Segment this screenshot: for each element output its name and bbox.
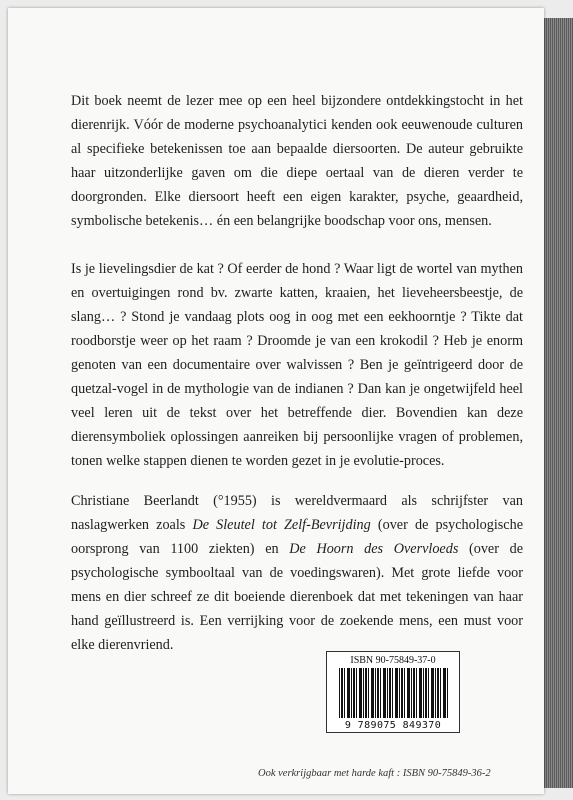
isbn-label: ISBN 90-75849-37-0 xyxy=(350,655,436,666)
ean-digits: 9 789075 849370 xyxy=(329,719,457,731)
book-title-1: De Sleutel tot Zelf-Bevrijding xyxy=(192,517,371,534)
page-edge xyxy=(543,18,573,788)
author-text-3: (over de psychologische symbooltaal van de voedingswaren). Met grote liefde voor mens en dier schreef ze dit boeiende dierenboek dat met tekeningen van haar hand geïllustreerd is. Een verrijking voor de zoekende mens, een must voor elke dierenvriend. xyxy=(71,541,523,654)
intro-paragraph: Dit boek neemt de lezer mee op een heel bijzondere ontdekkingstocht in het dierenrijk. Vóór de moderne psychoanalytici kenden ook eeuwenoude culturen al specifieke betekenissen toe aan bepaalde diersoorten. De auteur gebruikte haar uitzonderlijke gaven om die diepe oertaal van de dieren verder te doorgronden. Elke diersoort heeft een eigen karakter, psyche, geaardheid, symbolische betekenis… én een belangrijke boodschap voor ons, mensen. xyxy=(71,93,523,230)
author-text-2: (over de psychologische oorsprong van 1100 ziekten) en xyxy=(71,517,523,558)
back-cover xyxy=(8,8,544,794)
author-paragraph xyxy=(71,489,523,657)
author-text-1: Christiane Beerlandt (°1955) is wereldvermaard als schrijfster van naslagwerken zoals xyxy=(71,493,523,534)
barcode-bars xyxy=(339,668,449,718)
barcode-box xyxy=(326,651,460,733)
footer-note: Ook verkrijgbaar met harde kaft : ISBN 90-75849-36-2 xyxy=(258,768,491,779)
questions-paragraph: Is je lievelingsdier de kat ? Of eerder de hond ? Waar ligt de wortel van mythen en overtuigingen rond bv. zwarte katten, kraaien, het lieveheersbeestje, de slang… ? Stond je vandaag plots oog in oog met een eekhoorntje ? Tikte dat roodborstje weer op het raam ? Droomde je van een krokodil ? Heb je enorm genoten van een documentaire over walvissen ? Ben je geïntrigeerd door de quetzal-vogel in de mythologie van de indianen ? Dan kan je ongetwijfeld heel veel leren uit de tekst over het betreffende dier. Bovendien kan deze dierensymboliek oplossingen aanreiken bij persoonlijke vragen of problemen, tonen welke stappen dienen te worden gezet in je evolutie-proces. xyxy=(71,261,523,470)
book-title-2: De Hoorn des Overvloeds xyxy=(289,541,459,558)
